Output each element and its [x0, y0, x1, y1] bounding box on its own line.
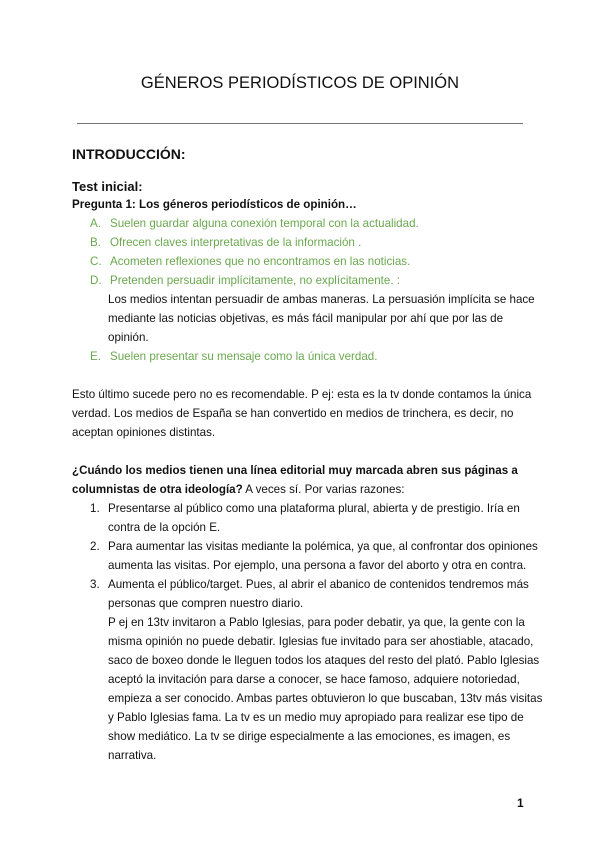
- reason-text: personas que compren nuestro diario.: [108, 597, 304, 610]
- option-letter: C.: [90, 255, 102, 268]
- paragraph-line: aceptan opiniones distintas.: [72, 426, 216, 439]
- title-divider: [77, 123, 523, 124]
- option-d: [72, 271, 532, 290]
- reasons-list: [72, 499, 543, 765]
- option-c: [72, 252, 532, 271]
- reason-text: misma opinión no puede debatir. Iglesias fue invitado para ser ahostiable, atacado,: [108, 635, 534, 648]
- reason-line: [72, 613, 532, 632]
- option-d-note-line: opinión.: [108, 331, 149, 344]
- paragraph-line: verdad. Los medios de España se han convertido en medios de trinchera, es decir, no: [72, 407, 514, 420]
- option-d-note-line: Los medios intentan persuadir de ambas maneras. La persuasión implícita se hace: [108, 293, 535, 306]
- reason-number: 1.: [90, 502, 100, 515]
- option-e: [72, 347, 532, 366]
- question-2-answer: A veces sí. Por varias razones:: [242, 483, 405, 496]
- reason-text: Presentarse al público como una plataforma plural, abierta y de prestigio. Iría en: [108, 502, 520, 515]
- question-2-line: [72, 480, 532, 499]
- reason-line: [72, 708, 532, 727]
- test-heading: Test inicial:: [72, 179, 143, 194]
- option-text: Ofrecen claves interpretativas de la información .: [110, 236, 362, 249]
- reason-text: Para aumentar las visitas mediante la polémica, ya que, al confrontar dos opiniones: [108, 540, 538, 553]
- question-1: Pregunta 1: Los géneros periodísticos de opinión…: [72, 198, 357, 211]
- reason-text: show mediático. La tv se dirige especialmente a las emociones, es imagen, es: [108, 730, 511, 743]
- reason-line: [72, 727, 532, 746]
- reason-line: [72, 632, 532, 651]
- reason-number: 3.: [90, 578, 100, 591]
- option-letter: E.: [90, 350, 101, 363]
- reason-number: 2.: [90, 540, 100, 553]
- option-d-note-line: mediante las noticias objetivas, es más fácil manipular por ahí que por las de: [108, 312, 504, 325]
- reason-text: y Pablo Iglesias fama. La tv es un medio muy apropiado para realizar ese tipo de: [108, 711, 524, 724]
- reason-line: [72, 689, 543, 708]
- reason-line: [72, 518, 532, 537]
- question-2-line: ¿Cuándo los medios tienen una línea editorial muy marcada abren sus páginas a: [72, 464, 518, 477]
- option-letter: A.: [90, 217, 101, 230]
- reason-text: saco de boxeo donde le lleguen todos los ataques del resto del plató. Pablo Iglesias: [108, 654, 540, 667]
- reason-text: contra de la opción E.: [108, 521, 221, 534]
- reason-line: [72, 746, 532, 765]
- document-title: GÉNEROS PERIODÍSTICOS DE OPINIÓN: [140, 74, 460, 92]
- reason-line: [72, 594, 532, 613]
- option-text: Suelen guardar alguna conexión temporal con la actualidad.: [110, 217, 419, 230]
- option-b: [72, 233, 532, 252]
- reason-text: aumenta las visitas. Por ejemplo, una persona a favor del aborto y otra en contra.: [108, 559, 527, 572]
- page-number: 1: [517, 796, 524, 810]
- option-text: Acometen reflexiones que no encontramos en las noticias.: [110, 255, 411, 268]
- question-2-bold: columnistas de otra ideología?: [72, 483, 243, 496]
- reason-text: Aumenta el público/target. Pues, al abrir el abanico de contenidos tendremos más: [108, 578, 529, 591]
- reason-text: narrativa.: [108, 749, 157, 762]
- document-body: [72, 179, 543, 765]
- intro-heading: INTRODUCCIÓN:: [72, 146, 186, 162]
- option-text: Pretenden persuadir implícitamente, no explícitamente. :: [110, 274, 400, 287]
- reason-text: P ej en 13tv invitaron a Pablo Iglesias, para poder debatir, ya que, la gente con la: [108, 616, 525, 629]
- reason-line: [72, 670, 532, 689]
- reason-text: aceptó la invitación para darse a conocer, se hace famoso, adquiere notoriedad,: [108, 673, 520, 686]
- paragraph-line: Esto último sucede pero no es recomendable. P ej: esta es la tv donde contamos la única: [72, 388, 532, 401]
- reason-line: [72, 575, 532, 594]
- reason-text: empieza a ser conocido. Ambas partes obtuvieron lo que buscaban, 13tv más visitas: [108, 692, 543, 705]
- reason-line: [72, 556, 532, 575]
- option-letter: B.: [90, 236, 101, 249]
- option-letter: D.: [90, 274, 102, 287]
- reason-line: [72, 537, 538, 556]
- reason-line: [72, 651, 540, 670]
- option-text: Suelen presentar su mensaje como la única verdad.: [110, 350, 378, 363]
- option-a: [72, 214, 532, 233]
- reason-line: [72, 499, 532, 518]
